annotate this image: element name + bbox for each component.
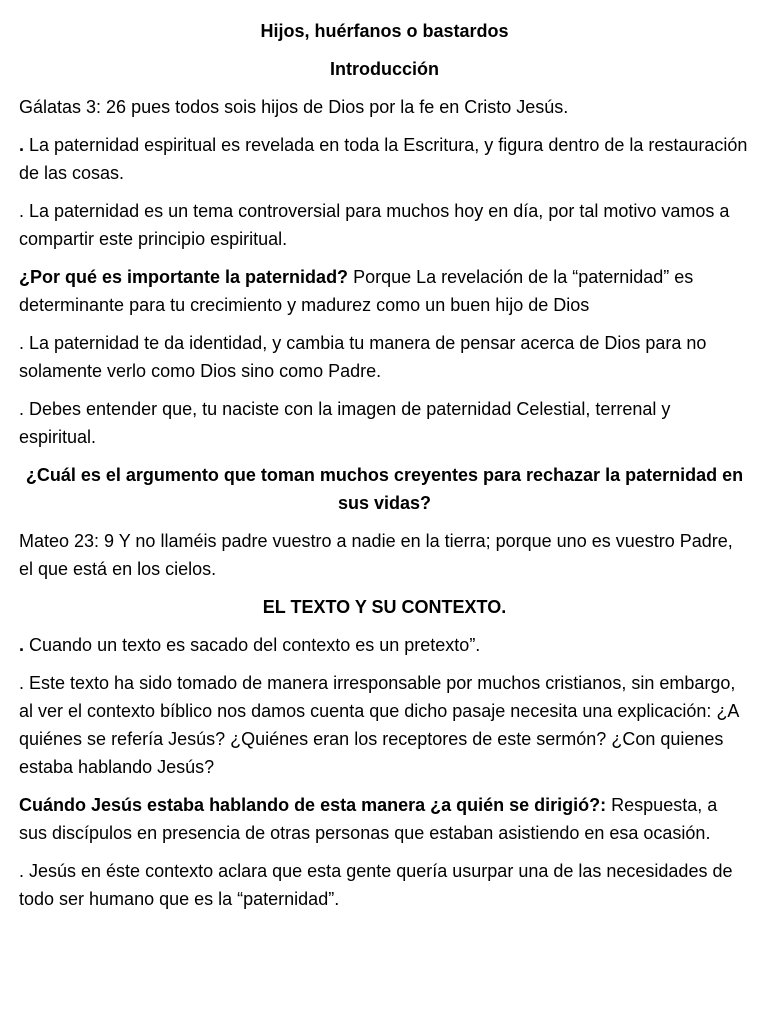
- paragraph-mateo: Mateo 23: 9 Y no llaméis padre vuestro a nadie en la tierra; porque uno es vuestro Padre, el que está en los cielos.: [19, 531, 733, 579]
- paragraph-por-que-importante: [19, 263, 750, 319]
- section-heading-argumento: ¿Cuál es el argumento que toman muchos creyentes para rechazar la paternidad en sus vidas?: [25, 465, 744, 513]
- paragraph-tomado-irresponsable: . Este texto ha sido tomado de manera irresponsable por muchos cristianos, sin embargo, al ver el contexto bíblico nos damos cuenta que dicho pasaje necesita una explicación: ¿A quiénes se refería Jesús? ¿Quiénes eran los receptores de este sermón? ¿Con quienes estaba hablando Jesús?: [19, 673, 739, 777]
- paragraph-identidad: . La paternidad te da identidad, y cambia tu manera de pensar acerca de Dios para no solamente verlo como Dios sino como Padre.: [19, 333, 707, 381]
- section-heading-introduccion: Introducción: [330, 59, 439, 79]
- paragraph-pretexto: [19, 631, 750, 659]
- paragraph-jesus-contexto: . Jesús en éste contexto aclara que esta gente quería usurpar una de las necesidades de todo ser humano que es la “paternidad”.: [19, 861, 733, 909]
- paragraph-text: La paternidad espiritual es revelada en toda la Escritura, y figura dentro de la restauración de las cosas.: [19, 135, 748, 183]
- paragraph-paternidad-espiritual: [19, 131, 750, 187]
- paragraph-text: Respuesta, a sus discípulos en presencia de otras personas que estaban asistiendo en esa ocasión.: [19, 795, 718, 843]
- paragraph-cuando-jesus: [19, 791, 750, 847]
- document-title: Hijos, huérfanos o bastardos: [260, 21, 509, 41]
- paragraph-tema-controversial: . La paternidad es un tema controversial para muchos hoy en día, por tal motivo vamos a compartir este principio espiritual.: [19, 201, 730, 249]
- question-bold: Cuándo Jesús estaba hablando de esta manera ¿a quién se dirigió?:: [19, 795, 607, 815]
- section-heading-texto-contexto: EL TEXTO Y SU CONTEXTO.: [262, 597, 507, 617]
- question-bold: ¿Por qué es importante la paternidad?: [19, 267, 349, 287]
- paragraph-text: Cuando un texto es sacado del contexto es un pretexto”.: [24, 635, 481, 655]
- paragraph-debes-entender: . Debes entender que, tu naciste con la imagen de paternidad Celestial, terrenal y espiritual.: [19, 399, 671, 447]
- bullet-dot: .: [19, 135, 25, 155]
- paragraph-text: Porque La revelación de la “paternidad” es determinante para tu crecimiento y madurez como un buen hijo de Dios: [19, 267, 694, 315]
- paragraph-galatas: Gálatas 3: 26 pues todos sois hijos de Dios por la fe en Cristo Jesús.: [19, 97, 569, 117]
- bullet-dot: .: [19, 635, 25, 655]
